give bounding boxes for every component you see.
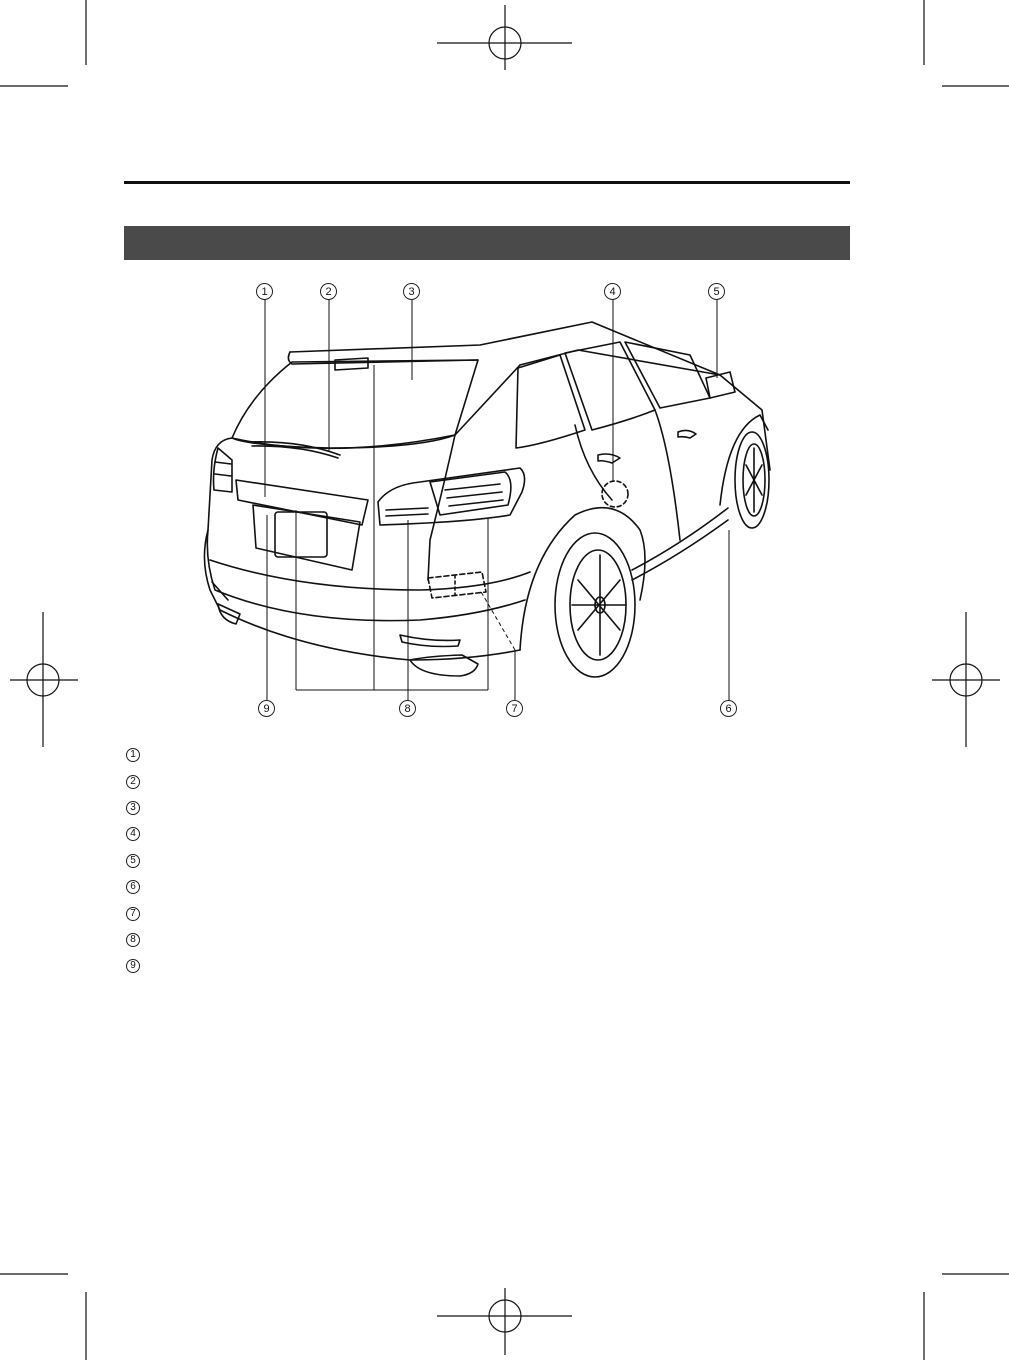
callout-8: 8 <box>399 700 416 717</box>
legend-number: 6 <box>126 880 140 894</box>
legend-item <box>126 821 150 847</box>
legend-item <box>126 900 150 926</box>
legend-number: 9 <box>126 959 140 973</box>
legend-item <box>126 927 150 953</box>
callout-2: 2 <box>320 283 337 300</box>
callout-9: 9 <box>258 700 275 717</box>
legend-number: 2 <box>126 775 140 789</box>
legend-number: 5 <box>126 854 140 868</box>
legend-number: 7 <box>126 907 140 921</box>
legend-number: 3 <box>126 801 140 815</box>
legend-item <box>126 795 150 821</box>
callout-4: 4 <box>604 283 621 300</box>
callout-5: 5 <box>708 283 725 300</box>
legend-item <box>126 848 150 874</box>
callout-1: 1 <box>256 283 273 300</box>
legend-item <box>126 953 150 979</box>
legend-item <box>126 742 150 768</box>
legend-number: 8 <box>126 933 140 947</box>
callout-3: 3 <box>403 283 420 300</box>
legend-item <box>126 768 150 794</box>
callout-legend <box>126 742 150 980</box>
legend-number: 4 <box>126 827 140 841</box>
callout-6: 6 <box>720 700 737 717</box>
callout-7: 7 <box>506 700 523 717</box>
legend-number: 1 <box>126 748 140 762</box>
legend-item <box>126 874 150 900</box>
